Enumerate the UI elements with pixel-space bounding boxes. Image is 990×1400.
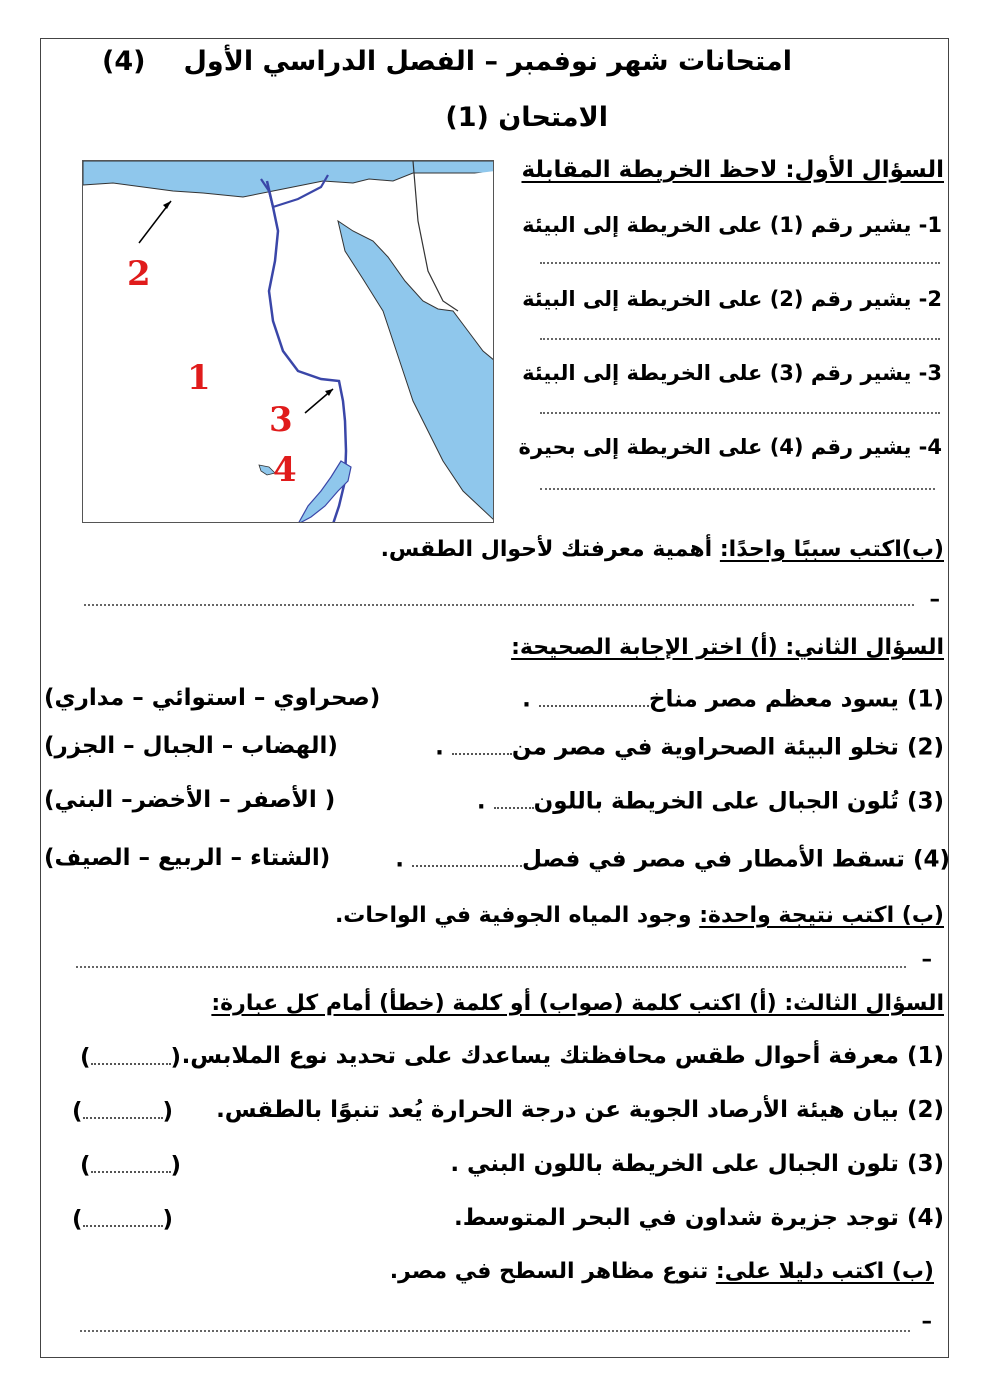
q1-item-1: 1- يشير رقم (1) على الخريطة إلى البيئة — [522, 213, 942, 237]
q1-b-text: أهمية معرفتك لأحوال الطقس. — [380, 537, 713, 562]
map-label-1: 1 — [187, 358, 211, 398]
q1-item-4: 4- يشير رقم (4) على الخريطة إلى بحيرة — [518, 435, 942, 459]
q3-title: السؤال الثالث: (أ) اكتب كلمة (صواب) أو كلمة (خطأ) أمام كل عبارة: — [211, 991, 944, 1016]
q3-answer-4[interactable]: () — [72, 1204, 173, 1236]
q1-title: السؤال الأول: لاحظ الخريطة المقابلة — [521, 157, 944, 183]
map-label-3: 3 — [269, 400, 293, 440]
answer-line[interactable] — [540, 412, 940, 414]
q1-b — [381, 536, 944, 565]
q3-item-1: (1) معرفة أحوال طقس محافظتك يساعدك على تحديد نوع الملابس. — [181, 1043, 944, 1069]
q2-choices-1: (صحراوي – استوائي – مداري) — [44, 685, 381, 711]
q3-answer-3[interactable]: () — [80, 1150, 181, 1182]
answer-line[interactable] — [84, 604, 914, 606]
q3-b-text: تنوع مظاهر السطح في مصر. — [389, 1259, 709, 1284]
q2-choices-2: (الهضاب – الجبال – الجزر) — [44, 733, 338, 759]
q3-b — [390, 1258, 934, 1287]
q2-choices-4: (الشتاء – الربيع – الصيف) — [44, 845, 331, 871]
q2-title: السؤال الثاني: (أ) اختر الإجابة الصحيحة: — [511, 635, 944, 660]
q2-item-2: (2) تخلو البيئة الصحراوية في مصر من . — [435, 732, 944, 764]
q2-b-dash: – — [921, 947, 932, 971]
q1-b-dash: – — [929, 587, 940, 611]
q3-item-2: (2) بيان هيئة الأرصاد الجوية عن درجة الحرارة يُعد تنبوًا بالطقس. — [216, 1097, 944, 1123]
q3-b-dash: – — [921, 1309, 932, 1333]
answer-line[interactable] — [540, 262, 940, 264]
q2-item-3: (3) تُلون الجبال على الخريطة باللون . — [477, 786, 944, 818]
answer-line[interactable] — [76, 966, 906, 968]
q2-item-1: (1) يسود معظم مصر مناخ . — [522, 684, 944, 716]
map-label-2: 2 — [127, 254, 151, 294]
map-label-4: 4 — [273, 450, 297, 490]
q2-b — [335, 902, 944, 931]
q3-item-3: (3) تلون الجبال على الخريطة باللون البني . — [450, 1151, 944, 1177]
q2-b-prefix: (ب) اكتب نتيجة واحدة: — [699, 903, 944, 928]
q3-b-prefix: (ب) اكتب دليلا على: — [715, 1259, 934, 1284]
q3-answer-2[interactable]: () — [72, 1096, 173, 1128]
q1-b-prefix: (ب)اكتب سببًا واحدًا: — [719, 537, 944, 562]
q1-item-3: 3- يشير رقم (3) على الخريطة إلى البيئة — [522, 361, 942, 385]
q3-item-4: (4) توجد جزيرة شداون في البحر المتوسط. — [454, 1205, 944, 1231]
page-title: امتحانات شهر نوفمبر – الفصل الدراسي الأول — [183, 46, 792, 77]
map-drawing — [83, 161, 494, 523]
q1-item-2: 2- يشير رقم (2) على الخريطة إلى البيئة — [522, 287, 942, 311]
page-number: (4) — [102, 46, 146, 77]
answer-line[interactable] — [80, 1330, 910, 1332]
q3-answer-1[interactable]: () — [80, 1042, 181, 1074]
q2-b-text: وجود المياه الجوفية في الواحات. — [334, 903, 692, 928]
answer-line[interactable] — [540, 488, 935, 490]
q2-item-4: (4) تسقط الأمطار في مصر في فصل . — [395, 844, 950, 876]
q2-choices-3: ( الأصفر – الأخضر– البني) — [44, 787, 336, 813]
egypt-map — [82, 160, 494, 523]
exam-title: الامتحان (1) — [445, 102, 608, 133]
answer-line[interactable] — [540, 338, 940, 340]
